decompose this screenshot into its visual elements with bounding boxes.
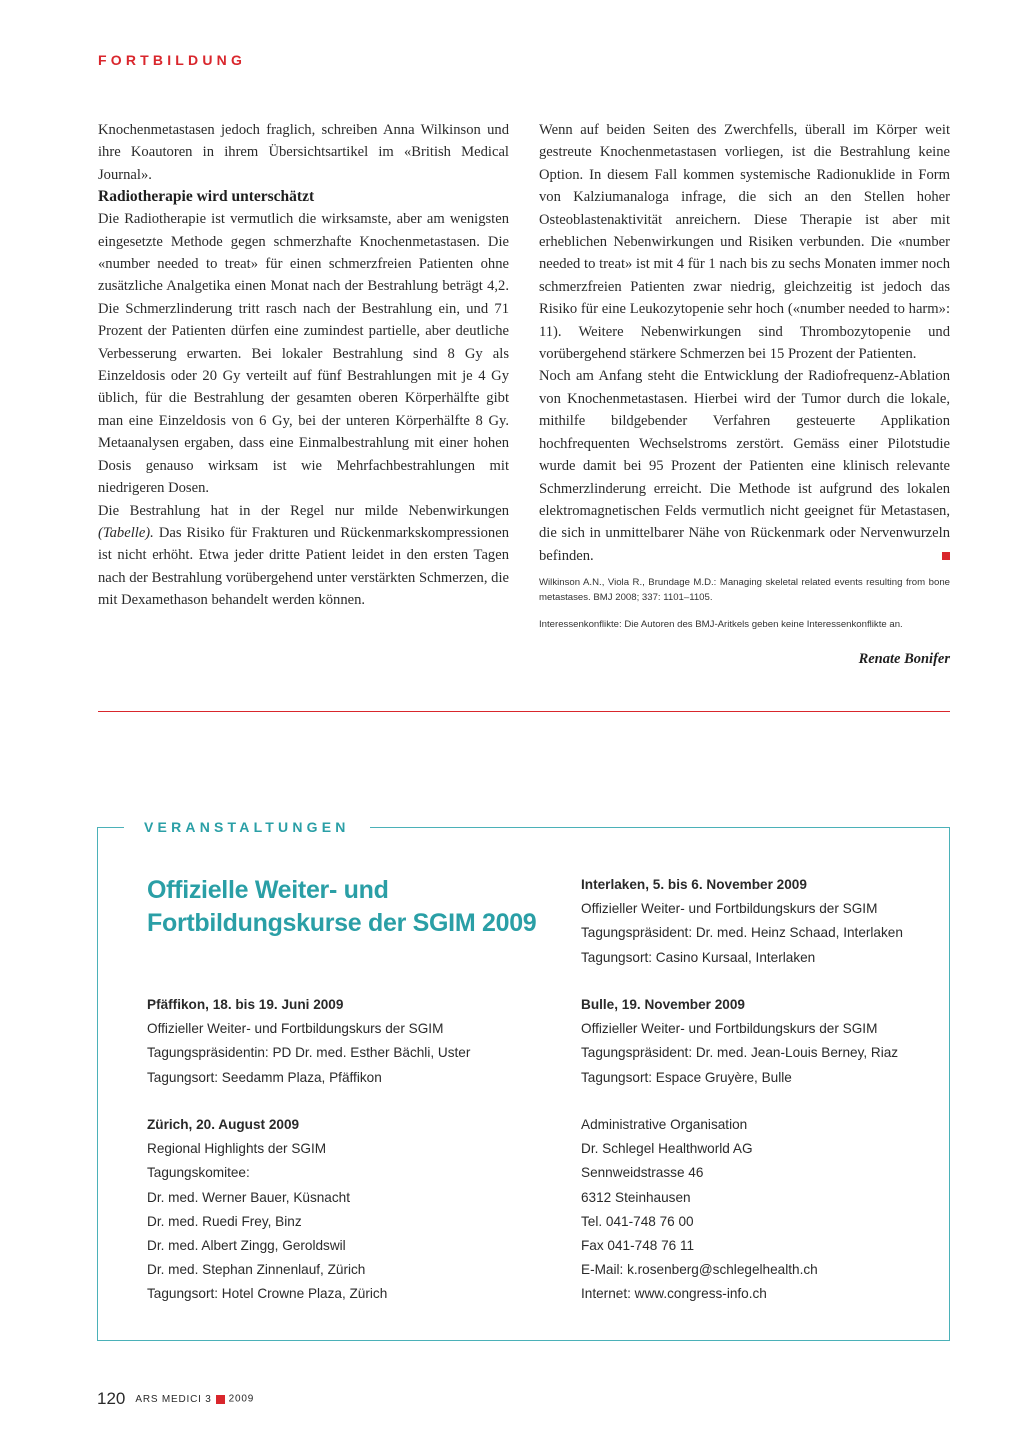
admin-line: Administrative Organisation [581, 1117, 748, 1132]
event-line: Tagungspräsident: Dr. med. Jean-Louis Berney, Riaz [581, 1045, 899, 1061]
page-footer [97, 1389, 254, 1409]
section-kicker: FORTBILDUNG [98, 52, 247, 68]
event-line: Tagungsort: Espace Gruyère, Bulle [581, 1069, 792, 1085]
event-line: Tagungspräsident: Dr. med. Heinz Schaad, Interlaken [581, 925, 903, 941]
event-heading: Pfäffikon, 18. bis 19. Juni 2009 [147, 997, 344, 1012]
article-paragraph [98, 500, 509, 612]
events-title-line: Fortbildungskurse der SGIM 2009 [147, 909, 537, 937]
article-paragraph [539, 365, 950, 567]
footer-square-icon [216, 1395, 225, 1404]
reference-citation: Wilkinson A.N., Viola R., Brundage M.D.: Managing skeletal related events resulting from bone metastases. BMJ 2008; 337: 1101–1105. [539, 577, 950, 604]
admin-line: Dr. Schlegel Healthworld AG [581, 1141, 753, 1157]
admin-line: 6312 Steinhausen [581, 1189, 691, 1205]
event-admin-contact [581, 1113, 818, 1307]
event-line: Tagungsort: Casino Kursaal, Interlaken [581, 949, 816, 965]
end-mark-icon [942, 552, 950, 560]
article-author: Renate Bonifer [858, 651, 950, 668]
events-tag: VERANSTALTUNGEN [124, 817, 370, 837]
event-line: Tagungspräsidentin: PD Dr. med. Esther Bächli, Uster [147, 1045, 471, 1061]
event-heading: Bulle, 19. November 2009 [581, 997, 745, 1012]
event-line: Dr. med. Albert Zingg, Geroldswil [147, 1238, 346, 1254]
article-paragraph: Die Radiotherapie ist vermutlich die wirksamste, aber am wenigsten eingesetzte Methode gegen schmerzhafte Knochenmetastasen. Die «number needed to treat» für einen schmerzfreien Patienten ohne zusätzliche Analgetika einen Monat nach der Bestrahlung beträgt 4,2. Die Schmerzlinderung tritt rasch nach der Bestrahlung ein, und 71 Prozent der Patienten dürfen eine zumindest partielle, aber deutliche Verbesserung erwarten. Bei lokaler Bestrahlung sind 8 Gy als Einzeldosis oder 20 Gy verteilt auf fünf Bestrahlungen mit je 4 Gy üblich, für die Bestrahlung der gesamten oberen Körperhälfte gibt man eine Einzeldosis von 6 Gy, bei der unteren Körperhälfte 8 Gy. Metaanalysen ergaben, dass eine Einmalbestrahlung mit einer hohen Dosis genauso wirksam ist wie Mehrfachbestrahlungen mit niedrigeren Dosen. [98, 211, 509, 497]
admin-fax: Fax 041-748 76 11 [581, 1238, 695, 1254]
admin-phone: Tel. 041-748 76 00 [581, 1213, 694, 1229]
admin-email[interactable]: E-Mail: k.rosenberg@schlegelhealth.ch [581, 1262, 818, 1278]
paragraph-text: Das Risiko für Frakturen und Rückenmarkskompressionen ist nicht erhöht. Etwa jeder dritte Patient leidet in den ersten Tagen nach der Bestrahlung vorübergehend unter verstärkten Schmerzen, die mit Dexamethason behandelt werden können. [98, 524, 509, 609]
table-reference[interactable]: (Tabelle). [98, 524, 154, 541]
event-pfaeffikon [147, 993, 470, 1090]
admin-website[interactable]: Internet: www.congress-info.ch [581, 1286, 767, 1302]
conflict-statement: Interessenkonflikte: Die Autoren des BMJ-Aritkels geben keine Interessenkonflikte an. [539, 619, 903, 631]
event-bulle [581, 993, 898, 1090]
event-heading: Interlaken, 5. bis 6. November 2009 [581, 877, 807, 892]
page-number: 120 [97, 1389, 126, 1408]
event-line: Dr. med. Ruedi Frey, Binz [147, 1213, 302, 1229]
paragraph-text: Die Bestrahlung hat in der Regel nur milde Nebenwirkungen [98, 502, 509, 519]
admin-line: Sennweidstrasse 46 [581, 1165, 704, 1181]
events-title [147, 874, 547, 940]
event-zuerich [147, 1113, 387, 1307]
section-divider [98, 711, 950, 712]
article-paragraph: Knochenmetastasen jedoch fraglich, schreiben Anna Wilkinson und ihre Koautoren in ihrem Übersichtsartikel im «British Medical Journal». [98, 122, 509, 183]
event-line: Offizieller Weiter- und Fortbildungskurs der SGIM [147, 1021, 444, 1037]
event-heading: Zürich, 20. August 2009 [147, 1117, 300, 1132]
event-line: Regional Highlights der SGIM [147, 1141, 327, 1157]
magazine-name: ARS MEDICI 3 [135, 1393, 212, 1405]
article-paragraph: Wenn auf beiden Seiten des Zwerchfells, überall im Körper weit gestreute Knochenmetastasen vorliegen, ist die Bestrahlung keine Option. In diesem Fall kommen systemische Radionuklide in Form von Kalziumanaloga infrage, die sich an den Stellen hoher Osteoblastenaktivität anreichern. Diese Therapie ist aber mit erheblichen Nebenwirkungen und Risiken verbunden. Die «number needed to treat» ist mit 4 für 1 nach bis zu sechs Monaten immer noch schmerzfreien Patienten zwar niedrig, gleichzeitig ist jedoch das Risiko für eine Leukozytopenie sehr hoch («number needed to harm»: 11). Weitere Nebenwirkungen sind Thrombozytopenie und vorübergehend stärkere Schmerzen bei 15 Prozent der Patienten. [539, 122, 950, 363]
event-line: Tagungsort: Hotel Crowne Plaza, Zürich [147, 1286, 388, 1302]
paragraph-text: Noch am Anfang steht die Entwicklung der Radiofrequenz-Ablation von Knochenmetastasen. Hierbei wird der Tumor durch die lokale, mithilfe bildgebender Verfahren gesteuerte Applikation hochfrequenten Wechselstroms zerstört. Gemäss einer Pilotstudie wurde damit bei 95 Prozent der Patienten eine klinisch relevante Schmerzlinderung erreicht. Die Methode ist aufgrund des lokalen elektromagnetischen Felds vermutlich nicht geeignet für Metastasen, die sich in unmittelbarer Nähe von Rückenmark oder Nervenwurzeln befinden. [539, 368, 950, 564]
article-column-right [539, 119, 950, 671]
event-line: Offizieller Weiter- und Fortbildungskurs der SGIM [581, 901, 878, 917]
issue-year: 2009 [228, 1393, 255, 1405]
event-line: Dr. med. Stephan Zinnenlauf, Zürich [147, 1262, 366, 1278]
event-line: Tagungskomitee: [147, 1165, 250, 1181]
event-line: Offizieller Weiter- und Fortbildungskurs der SGIM [581, 1021, 878, 1037]
event-line: Tagungsort: Seedamm Plaza, Pfäffikon [147, 1069, 382, 1085]
event-line: Dr. med. Werner Bauer, Küsnacht [147, 1189, 350, 1205]
article-column-left [98, 119, 509, 612]
event-interlaken [581, 873, 903, 970]
events-title-line: Offizielle Weiter- und [147, 876, 389, 904]
article-subheading: Radiotherapie wird unterschätzt [98, 188, 315, 206]
